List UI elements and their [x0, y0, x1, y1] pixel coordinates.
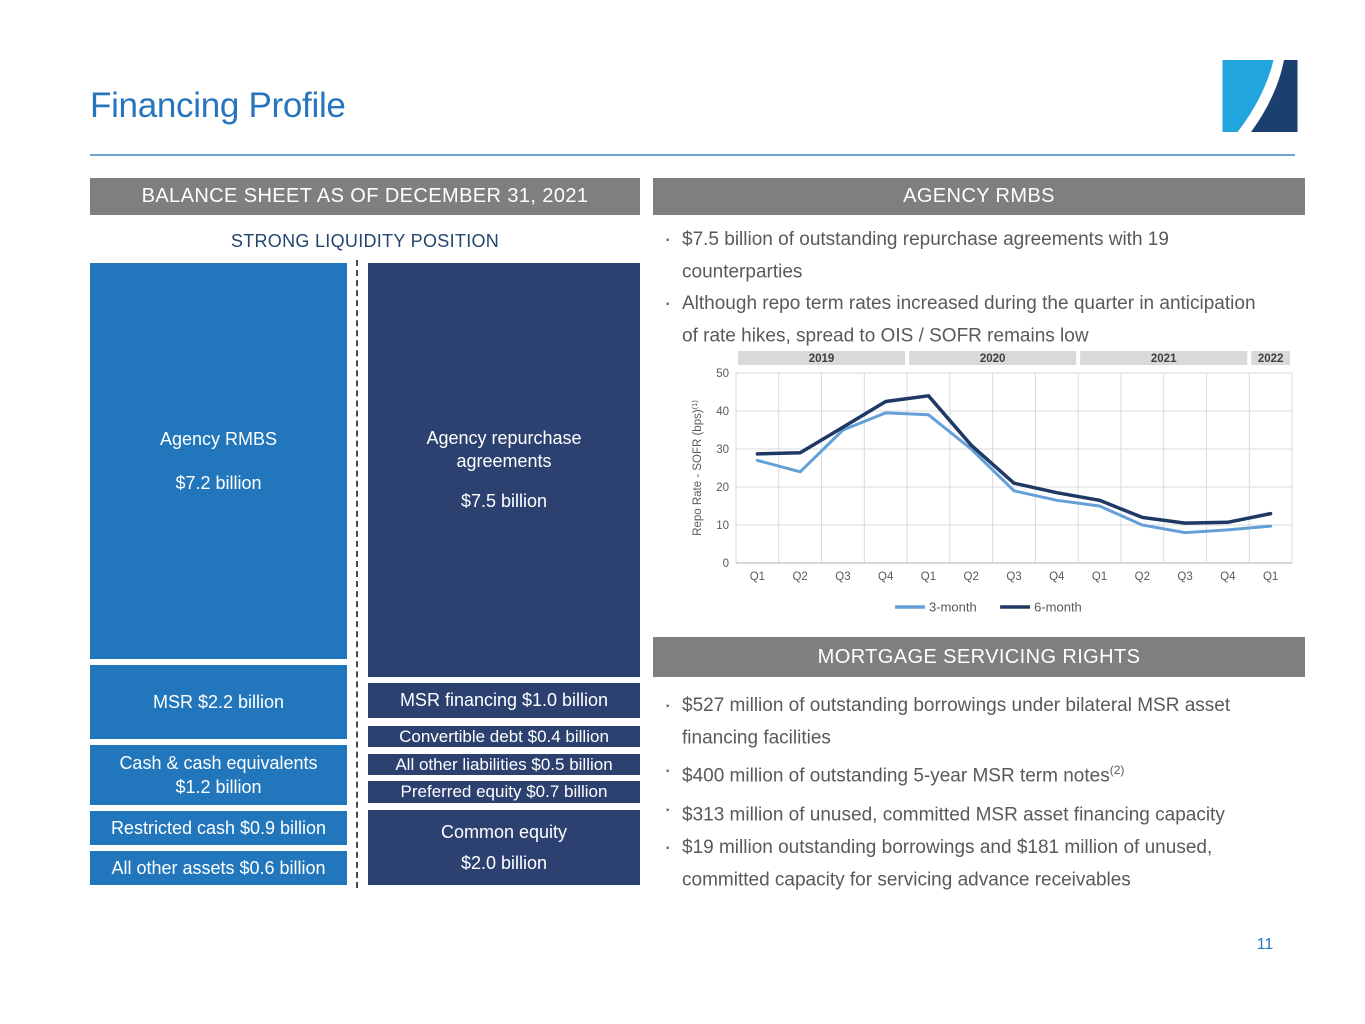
- asset-all-other: [90, 851, 347, 885]
- liability-repo-agreements: [368, 263, 640, 677]
- msr-bullets: [658, 692, 1238, 899]
- bar-label: Agency RMBS: [159, 428, 278, 449]
- bullet-text: $400 million of outstanding 5-year MSR term notes: [682, 765, 1110, 787]
- bar-value: $2.0 billion: [460, 852, 548, 873]
- bar-label: Agency repurchase agreements: [426, 428, 582, 471]
- bar-label: Common equity: [440, 822, 568, 842]
- bullet-item: [658, 226, 1262, 285]
- svg-text:Q1: Q1: [920, 571, 937, 583]
- svg-text:Q4: Q4: [1220, 571, 1236, 583]
- bullet-item: [658, 290, 1262, 349]
- bullet-text: $527 million of outstanding borrowings under bilateral MSR asset financing facilities: [682, 695, 1231, 749]
- bar-value: $1.2 billion: [175, 777, 262, 797]
- bullet-text: $7.5 billion of outstanding repurchase agreements with 19 counterparties: [682, 229, 1169, 283]
- asset-cash: [90, 745, 347, 805]
- svg-text:Q2: Q2: [792, 571, 808, 583]
- svg-text:50: 50: [716, 368, 729, 380]
- bar-label: All other liabilities $0.5 billion: [395, 754, 613, 774]
- liability-all-other: [368, 754, 640, 775]
- bar-label: MSR $2.2 billion: [152, 691, 285, 712]
- msr-header: MORTGAGE SERVICING RIGHTS: [653, 637, 1305, 677]
- asset-restricted-cash: [90, 811, 347, 845]
- bar-label: All other assets $0.6 billion: [111, 857, 326, 878]
- svg-text:10: 10: [716, 520, 729, 532]
- bullet-text: $19 million outstanding borrowings and $181 million of unused, committed capacity for servicing advance receivables: [682, 836, 1213, 891]
- bar-value: $7.5 billion: [460, 491, 548, 512]
- agency-rmbs-header: AGENCY RMBS: [653, 178, 1305, 215]
- bullet-item: [658, 796, 1238, 828]
- svg-text:30: 30: [716, 444, 729, 456]
- svg-text:Q1: Q1: [1091, 571, 1108, 583]
- bullet-text: Although repo term rates increased during the quarter in anticipation of rate hikes, spread to OIS / SOFR remains low: [682, 293, 1256, 347]
- bullet-item: [658, 757, 1238, 789]
- bar-label: Convertible debt $0.4 billion: [399, 726, 609, 746]
- svg-text:Q3: Q3: [1177, 571, 1193, 583]
- bullet-text: $313 million of unused, committed MSR asset financing capacity: [682, 803, 1225, 825]
- repo-rate-chart-svg: [688, 345, 1300, 623]
- svg-text:Q4: Q4: [878, 571, 894, 583]
- svg-text:2019: 2019: [808, 353, 835, 365]
- bullet-item: [658, 834, 1238, 893]
- svg-text:6-month: 6-month: [1034, 599, 1082, 615]
- svg-text:0: 0: [722, 558, 729, 570]
- svg-text:20: 20: [716, 482, 729, 494]
- svg-text:Q1: Q1: [749, 571, 766, 583]
- svg-text:2021: 2021: [1150, 353, 1177, 365]
- svg-text:2020: 2020: [979, 353, 1006, 365]
- svg-text:Repo Rate - SOFR (bps)(1): Repo Rate - SOFR (bps)$^{(1)}$: [690, 400, 704, 536]
- repo-rate-chart: [688, 345, 1300, 623]
- bar-label: Preferred equity $0.7 billion: [400, 782, 608, 802]
- liability-msr-financing: [368, 683, 640, 718]
- svg-text:2022: 2022: [1257, 353, 1284, 365]
- bullet-superscript: (2): [1109, 763, 1125, 778]
- liability-common-equity: [368, 810, 640, 885]
- asset-agency-rmbs: [90, 263, 347, 659]
- bullet-item: [658, 692, 1238, 751]
- assets-column: [90, 263, 347, 885]
- svg-text:Q4: Q4: [1049, 571, 1065, 583]
- assets-liabilities-divider: [356, 260, 358, 888]
- liabilities-column: [368, 263, 640, 885]
- agency-rmbs-bullets: [658, 226, 1262, 355]
- liquidity-subheader: STRONG LIQUIDITY POSITION: [230, 231, 500, 251]
- bar-label: Cash & cash equivalents: [119, 752, 318, 773]
- liability-convertible-debt: [368, 726, 640, 747]
- svg-text:Q3: Q3: [1006, 571, 1022, 583]
- page-title: Financing Profile: [90, 86, 346, 125]
- svg-text:Q2: Q2: [1134, 571, 1150, 583]
- page-number: 11: [1256, 936, 1274, 953]
- balance-sheet-header: BALANCE SHEET AS OF DECEMBER 31, 2021: [90, 178, 640, 215]
- liability-preferred-equity: [368, 781, 640, 803]
- bar-label: MSR financing $1.0 billion: [399, 690, 609, 711]
- bar-value: $7.2 billion: [175, 473, 262, 493]
- bar-label: Restricted cash $0.9 billion: [110, 817, 327, 838]
- svg-text:Q3: Q3: [835, 571, 851, 583]
- svg-text:3-month: 3-month: [929, 599, 977, 615]
- company-logo: [1222, 60, 1298, 132]
- svg-text:40: 40: [716, 406, 729, 418]
- title-underline: [90, 154, 1295, 156]
- svg-text:Q1: Q1: [1262, 571, 1279, 583]
- asset-msr: [90, 665, 347, 739]
- svg-text:Q2: Q2: [963, 571, 979, 583]
